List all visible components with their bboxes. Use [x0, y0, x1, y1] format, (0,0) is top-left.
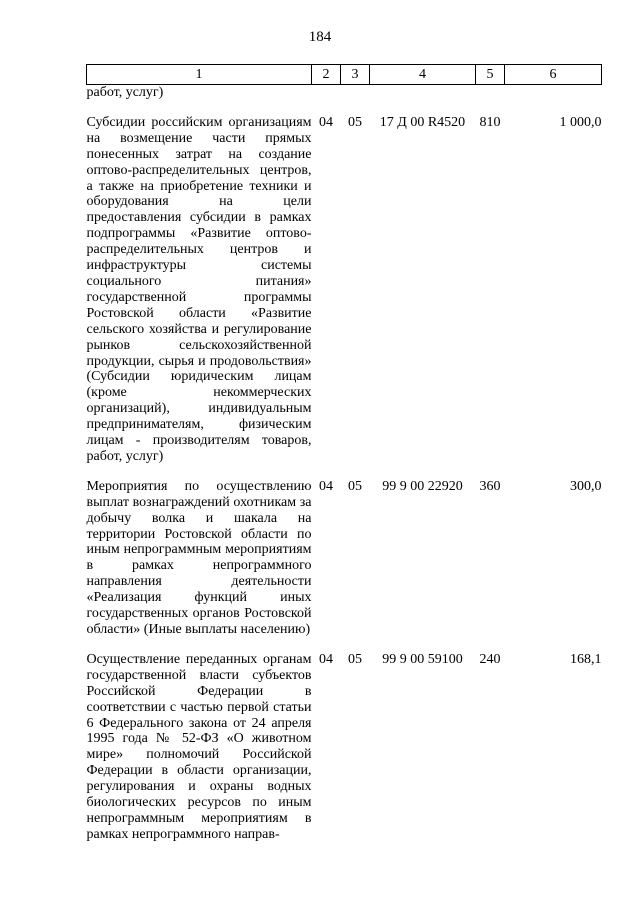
budget-table [86, 64, 602, 843]
table-header-row [87, 65, 602, 85]
row-description: Субсидии российским организациям на возмещение части прямых понесенных затрат на создание оптово-распределительных центров, а также на приобретение техники и оборудования на цели предоставления субсидии в рамках подпрограммы «Развитие оптово-распределительных центров и инфраструктуры системы социального питания» государственной программы Ростовской области «Развитие сельского хозяйства и регулирование рынков сельскохозяйственной продукции, сырья и продовольствия» (Субсидии юридическим лицам (кроме некоммерческих организаций), индивидуальным предпринимателям, физическим лицам - производителям товаров, работ, услуг) [86, 114, 312, 464]
row-subsection-code: 05 [348, 114, 362, 130]
row-expense-type: 360 [479, 478, 501, 494]
header-col-6: 6 [505, 65, 602, 85]
header-col-5: 5 [476, 65, 505, 85]
continuation-text: работ, услуг) [86, 85, 164, 100]
row-section-code: 04 [319, 651, 333, 667]
row-section-code: 04 [319, 114, 333, 130]
row-subsection-code: 05 [348, 478, 362, 494]
row-section-code: 04 [319, 478, 333, 494]
header-col-2: 2 [312, 65, 341, 85]
table-row [87, 115, 602, 465]
header-col-1: 1 [87, 65, 312, 85]
row-expense-type: 810 [479, 114, 501, 130]
table-row [87, 652, 602, 843]
row-target-article: 99 9 00 59100 [382, 651, 463, 667]
row-target-article: 99 9 00 22920 [382, 478, 463, 494]
row-description: Мероприятия по осуществлению выплат вознаграждений охотникам за добычу волка и шакала на территории Ростовской области по иным непрограммным мероприятиям в рамках непрограммного направления деятельности «Реализация функций иных государственных органов Ростовской области» (Иные выплаты населению) [86, 478, 312, 637]
continuation-row [87, 85, 602, 101]
row-amount: 300,0 [570, 478, 602, 494]
row-expense-type: 240 [479, 651, 501, 667]
row-description: Осуществление переданных органам государственной власти субъектов Российской Федерации в соответствии с частью первой статьи 6 Федерального закона от 24 апреля 1995 года № 52-ФЗ «О животном мире» полномочий Российской Федерации в области организации, регулирования и охраны водных биологических ресурсов по иным непрограммным мероприятиям в рамках непрограммного направ- [86, 651, 312, 842]
row-target-article: 17 Д 00 R4520 [379, 114, 466, 130]
row-amount: 1 000,0 [559, 114, 602, 130]
header-col-4: 4 [370, 65, 476, 85]
row-amount: 168,1 [570, 651, 602, 667]
row-subsection-code: 05 [348, 651, 362, 667]
table-row [87, 479, 602, 638]
page-number: 184 [308, 29, 332, 45]
header-col-3: 3 [341, 65, 370, 85]
